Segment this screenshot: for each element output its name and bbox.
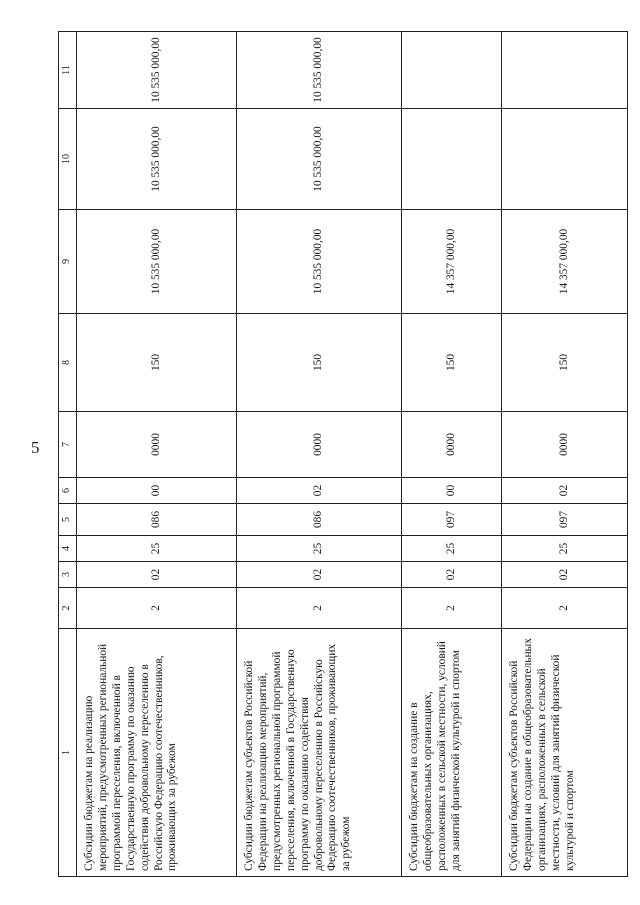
- cell-col11: 10 535 000,00: [77, 32, 237, 109]
- table-row: [237, 32, 402, 877]
- header-cell: 8: [59, 314, 77, 412]
- header-cell: 4: [59, 536, 77, 562]
- cell-col3: 02: [77, 562, 237, 588]
- cell-col10: [502, 109, 628, 210]
- row-name: Субсидии бюджетам на реализацию мероприятий, предусмотренных региональной программой переселения, включенной в Государственную программу по оказанию содействия добровольному переселению в Российскую Федерацию соотечественников, проживающих за рубежом: [77, 629, 237, 877]
- cell-col2: 2: [77, 588, 237, 629]
- cell-col7: 0000: [502, 412, 628, 478]
- cell-col3: 02: [402, 562, 502, 588]
- header-cell: 11: [59, 32, 77, 109]
- header-cell: 5: [59, 504, 77, 536]
- cell-col7: 0000: [237, 412, 402, 478]
- cell-col6: 02: [237, 478, 402, 504]
- header-cell: 7: [59, 412, 77, 478]
- cell-col7: 0000: [77, 412, 237, 478]
- table-row: [77, 32, 237, 877]
- row-name: Субсидии бюджетам на создание в общеобразовательных организациях, расположенных в сельской местности, условий для занятий физической культурой и спортом: [402, 629, 502, 877]
- cell-col8: 150: [402, 314, 502, 412]
- cell-col7: 0000: [402, 412, 502, 478]
- cell-col6: 02: [502, 478, 628, 504]
- cell-col9: 14 357 000,00: [402, 210, 502, 314]
- row-name: Субсидии бюджетам субъектов Российской Федерации на создание в общеобразовательных организациях, расположенных в сельской местности, условий для занятий физической культурой и спортом: [502, 629, 628, 877]
- cell-col11: [402, 32, 502, 109]
- cell-col8: 150: [502, 314, 628, 412]
- cell-col4: 25: [502, 536, 628, 562]
- cell-col2: 2: [402, 588, 502, 629]
- budget-table: [58, 31, 628, 877]
- table-row: [402, 32, 502, 877]
- cell-col8: 150: [77, 314, 237, 412]
- page-number: 5: [31, 438, 40, 457]
- cell-col10: 10 535 000,00: [237, 109, 402, 210]
- cell-col9: 10 535 000,00: [77, 210, 237, 314]
- cell-col4: 25: [402, 536, 502, 562]
- cell-col2: 2: [502, 588, 628, 629]
- header-cell: 9: [59, 210, 77, 314]
- table-row: [502, 32, 628, 877]
- cell-col6: 00: [77, 478, 237, 504]
- cell-col4: 25: [237, 536, 402, 562]
- header-cell: 6: [59, 478, 77, 504]
- cell-col11: 10 535 000,00: [237, 32, 402, 109]
- cell-col5: 097: [502, 504, 628, 536]
- cell-col2: 2: [237, 588, 402, 629]
- cell-col8: 150: [237, 314, 402, 412]
- header-row: [59, 32, 77, 877]
- cell-col6: 00: [402, 478, 502, 504]
- cell-col5: 086: [77, 504, 237, 536]
- rotated-table-container: [58, 32, 626, 877]
- cell-col11: [502, 32, 628, 109]
- cell-col3: 02: [237, 562, 402, 588]
- header-cell: 2: [59, 588, 77, 629]
- cell-col5: 097: [402, 504, 502, 536]
- header-cell: 3: [59, 562, 77, 588]
- header-cell: 10: [59, 109, 77, 210]
- cell-col9: 10 535 000,00: [237, 210, 402, 314]
- header-cell: 1: [59, 629, 77, 877]
- row-name: Субсидии бюджетам субъектов Российской Федерации на реализацию мероприятий, предусмотренных региональной программой переселения, включенной в Государственную программу по оказанию содействия добровольному переселению в Российскую Федерацию соотечественников, проживающих за рубежом: [237, 629, 402, 877]
- cell-col3: 02: [502, 562, 628, 588]
- cell-col10: [402, 109, 502, 210]
- cell-col5: 086: [237, 504, 402, 536]
- cell-col10: 10 535 000,00: [77, 109, 237, 210]
- cell-col9: 14 357 000,00: [502, 210, 628, 314]
- cell-col4: 25: [77, 536, 237, 562]
